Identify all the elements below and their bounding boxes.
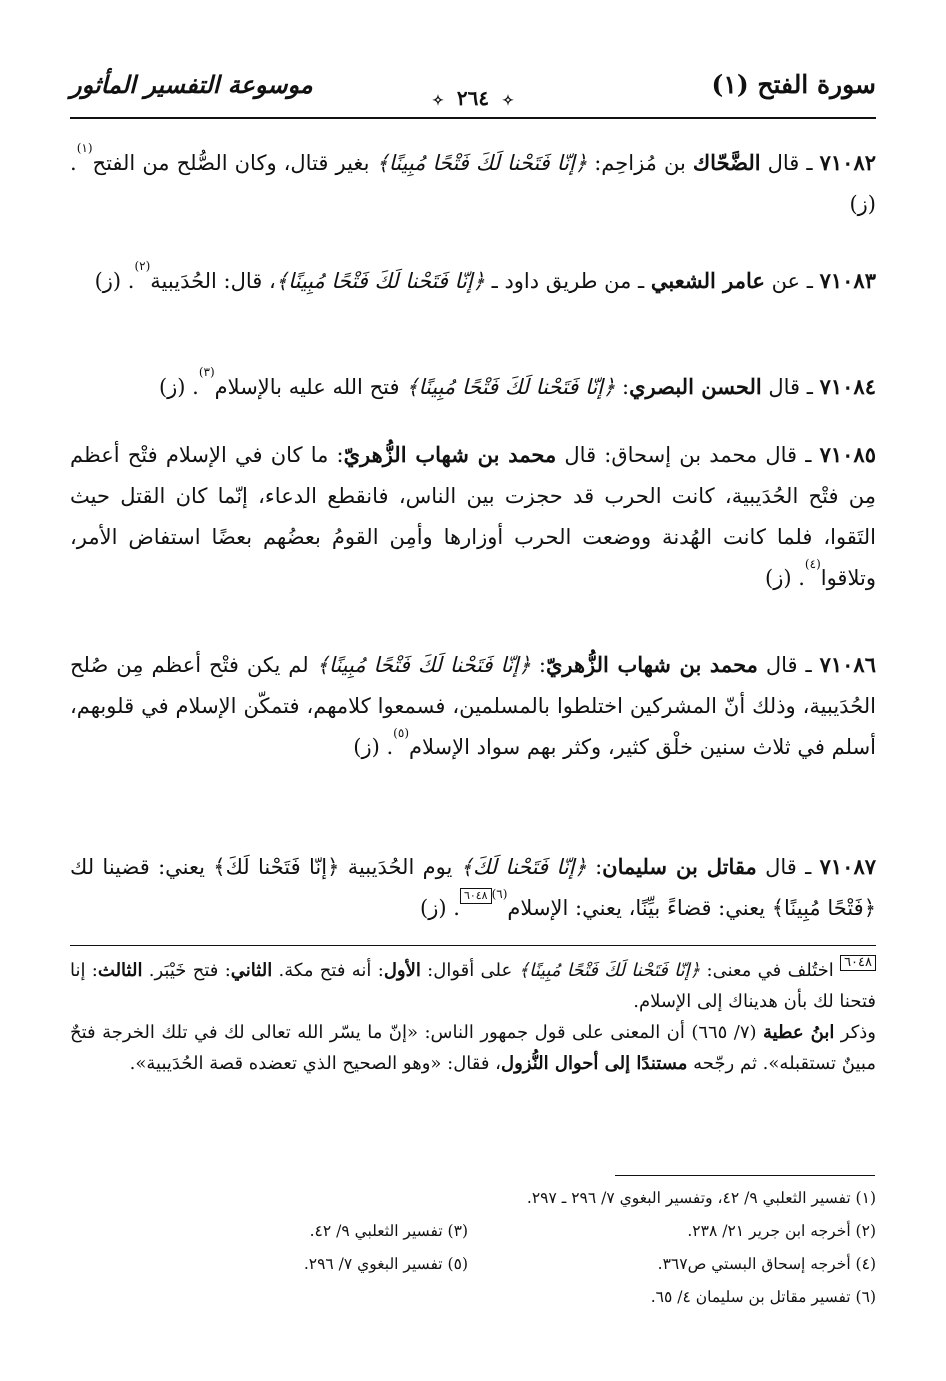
entry-71087 [70,846,876,929]
note-text: وذكر [834,1022,876,1043]
footnote-marker[interactable]: (٤) [804,557,821,571]
footnote-marker[interactable]: (٥) [393,726,409,740]
entry-number: ٧١٠٨٥ [819,442,876,467]
note-text: اختُلف في معنى: [700,960,841,981]
note-text: ، فقال: «وهو الصحيح الذي تعضده قصة الحُدَيبية». [129,1053,501,1074]
entry-71084 [70,366,876,408]
commentary-ref-box: ٦٠٤٨ [840,955,876,971]
opinion-label: الثاني [230,960,273,981]
entry-text: فتح الله عليه بالإسلام [214,375,407,399]
quran-quote: ﴿إنّا فَتَحْنا لَكَ فَتْحًا مُبِينًا﴾ [518,960,701,981]
note-text: على أقوال: [420,960,519,981]
footnote-6: (٦) تفسير مقاتل بن سليمان ٤/ ٦٥. [650,1288,876,1306]
note-text: (٧/ ٦٦٥) أن المعنى على قول جمهور الناس: «إنّ ما يسّر الله تعالى لك في تلك الخرجة فتحٌ مبينٌ تستقبله». ثم رجّحه [70,1022,876,1074]
entry-text: ـ قال [756,855,820,879]
narrator-name: مقاتل بن سليمان [602,854,757,879]
narrator-name: الضَّحّاك [692,150,761,175]
narrator-name: الحسن البصري [629,374,762,399]
entry-text: ما كان في الإسلام فتْح أعظم مِن فتْح الحُدَيبية، كانت الحرب قد حجزت بين الناس، فانقطع الدعاء، إنّما كان القتل حيث التَقوا، فلما كانت الهُدنة ووضعت الحرب أوزارها وأمِن القومُ بعضُهم بعضًا استفاض الأمر، وتلاقوا [70,443,876,590]
emphasis-text: مستندًا إلى أحوال النُّزول [501,1053,688,1074]
entry-source: . (ز) [765,566,805,590]
entry-text: : [586,855,603,879]
quran-quote: ﴿إنّا فَتَحْنا لَكَ﴾ [460,855,587,879]
entry-number: ٧١٠٨٦ [819,652,876,677]
commentary-note [70,955,876,1079]
note-text: : فتح خَيْبَر. [142,960,231,981]
entry-text: : [615,375,630,399]
entry-number: ٧١٠٨٣ [819,268,876,293]
entry-71086 [70,644,876,768]
page-number: ٢٦٤ [456,86,490,110]
entry-source: . (ز) [158,375,199,399]
narrator-name: عامر الشعبي [650,268,765,293]
footnote-4: (٤) أخرجه إسحاق البستي ص٣٦٧. [657,1255,876,1273]
opinion-label: الثالث [97,960,143,981]
footnote-divider [615,1175,875,1176]
entry-source: . (ز) [420,896,460,920]
entry-text: ـ قال [760,151,820,175]
entry-number: ٧١٠٨٢ [819,150,877,175]
surah-title: سورة الفتح (١) [711,70,876,99]
entry-source: . (ز) [70,151,876,216]
entry-text: ـ قال [757,653,820,677]
entry-text: : [530,653,546,677]
entry-text: ـ قال محمد بن إسحاق: قال [556,443,820,467]
entry-text: بن مُزاحِم: [587,151,693,175]
note-text: : إنا فتحنا لك بأن هديناك إلى الإسلام. [70,960,876,1012]
entry-71085 [70,434,876,599]
opinion-label: الأول [383,960,421,981]
narrator-name: محمد بن شهاب الزُّهريّ [343,442,557,467]
footnote-marker[interactable]: (١) [76,141,93,155]
scholar-name: ابنُ عطية [763,1022,835,1043]
entry-text: ـ من طريق داود ـ [484,269,651,293]
footnote-2: (٢) أخرجه ابن جرير ٢١/ ٢٣٨. [687,1222,876,1240]
note-text: : أنه فتح مكة. [272,960,384,981]
commentary-divider [70,945,876,946]
commentary-paragraph [70,1017,876,1079]
narrator-name: محمد بن شهاب الزُّهريّ [545,652,758,677]
entry-source: . (ز) [353,735,394,759]
footnote-marker[interactable]: (٢) [134,259,151,273]
book-title: موسوعة التفسير المأثور [70,70,313,99]
entry-71082 [70,142,876,225]
entry-number: ٧١٠٨٤ [819,374,876,399]
footnote-3: (٣) تفسير الثعلبي ٩/ ٤٢. [309,1222,468,1240]
entry-71083 [70,260,876,302]
entry-text: : [328,443,344,467]
quran-quote: ﴿إنّا فَتَحْنا لَكَ فَتْحًا مُبِينًا﴾ [376,151,588,175]
quran-quote: ﴿إنّا فَتَحْنا لَكَ فَتْحًا مُبِينًا﴾ [406,375,616,399]
footnote-1: (١) تفسير الثعلبي ٩/ ٤٢، وتفسير البغوي ٧/ ٢٩٦ ـ ٢٩٧. [526,1189,876,1207]
footnote-marker[interactable]: (٣) [198,365,215,379]
quran-quote: ﴿إنّا فَتَحْنا لَكَ فَتْحًا مُبِينًا﴾ [275,269,485,293]
quran-quote: ﴿إنّا فَتَحْنا لَكَ فَتْحًا مُبِينًا﴾ [316,653,531,677]
entry-text: يوم الحُدَيبية ﴿إنّا فَتَحْنا لَكَ﴾ يعني: قضينا لك ﴿فَتْحًا مُبِينًا﴾ يعني: قضاءً بيِّنًا، يعني: الإسلام [70,855,876,920]
entry-text: بغير قتال، وكان الصُّلح من الفتح [92,151,377,175]
footnote-5: (٥) تفسير البغوي ٧/ ٢٩٦. [303,1255,468,1273]
entry-text: ـ قال [761,375,820,399]
entry-text: لم يكن فتْح أعظم مِن صُلح الحُدَيبية، وذلك أنّ المشركين اختلطوا بالمسلمين، فسمعوا كلامهم، فتمكّن الإسلام في قلوبهم، أسلم في ثلاث سنين خلْق كثير، وكثر بهم سواد الإسلام [70,653,876,759]
commentary-ref-box[interactable]: ٦٠٤٨ [460,888,492,904]
entry-source: . (ز) [94,269,135,293]
running-header [70,64,876,110]
ornament-icon: ✧ [432,93,444,109]
entry-number: ٧١٠٨٧ [819,854,877,879]
entry-text: ، قال: الحُدَيبية [150,269,276,293]
ornament-icon: ✧ [502,93,514,109]
footnote-marker[interactable]: (٦) [491,887,508,901]
header-divider [70,117,876,119]
entry-text: ـ عن [764,269,820,293]
commentary-paragraph [70,955,876,1017]
